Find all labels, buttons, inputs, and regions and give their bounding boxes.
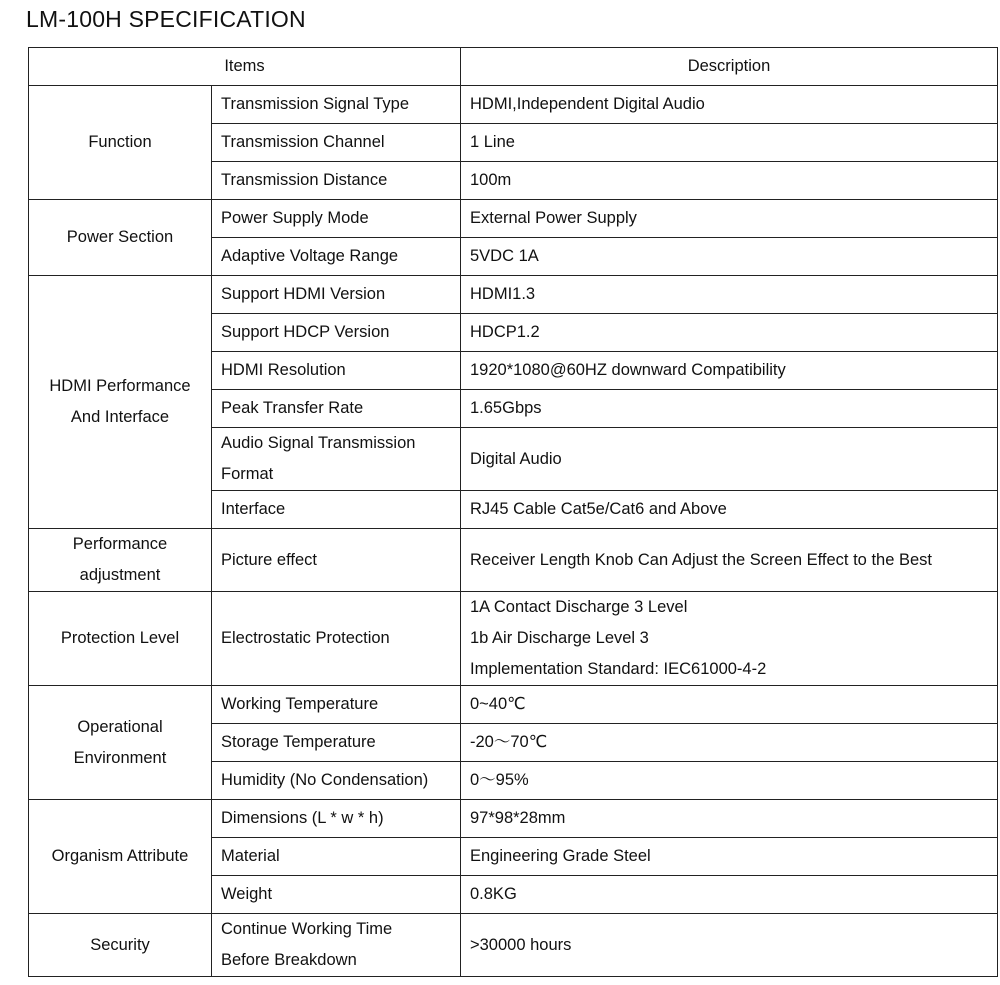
item-label: Power Supply Mode [221, 209, 369, 227]
description-text: 0~40℃ [470, 695, 526, 713]
description-cell [461, 762, 998, 800]
group-label: Security [90, 935, 150, 954]
item-label: Storage Temperature [221, 733, 376, 751]
item-label: Format [221, 465, 274, 483]
item-label: Adaptive Voltage Range [221, 247, 399, 265]
item-cell [212, 592, 461, 686]
item-cell [212, 800, 461, 838]
item-label: Interface [221, 500, 286, 518]
item-label: Before Breakdown [221, 951, 357, 969]
description-text: 1A Contact Discharge 3 Level [470, 598, 688, 616]
group-label: HDMI Performance [49, 377, 191, 395]
table-row [29, 686, 998, 724]
table-row [29, 529, 998, 592]
description-text: Implementation Standard: IEC61000-4-2 [470, 660, 767, 678]
description-text: -20～70℃ [470, 733, 548, 751]
group-label: Power Section [66, 228, 174, 246]
description-cell [461, 529, 998, 592]
group-label: Environment [73, 748, 167, 767]
description-cell [461, 162, 998, 200]
group-cell [29, 800, 212, 914]
item-cell [212, 686, 461, 724]
item-label: Weight [221, 885, 273, 903]
item-label: Continue Working Time [221, 920, 393, 938]
item-cell [212, 529, 461, 592]
item-cell [212, 914, 461, 977]
item-cell [212, 352, 461, 390]
table-row [29, 592, 998, 686]
description-text: Digital Audio [470, 449, 562, 468]
description-text: >30000 hours [470, 935, 572, 954]
description-text: Receiver Length Knob Can Adjust the Screen Effect to the Best [470, 550, 932, 569]
group-label: Function [88, 133, 152, 151]
item-label: Material [221, 847, 280, 865]
description-text: 1920*1080@60HZ downward Compatibility [470, 361, 786, 379]
description-cell [461, 390, 998, 428]
table-header-row [29, 48, 998, 86]
item-label: Humidity (No Condensation) [221, 771, 429, 789]
item-label: Electrostatic Protection [221, 629, 390, 647]
description-text: HDMI,Independent Digital Audio [470, 95, 705, 113]
table-row [29, 800, 998, 838]
item-cell [212, 724, 461, 762]
description-cell [461, 838, 998, 876]
item-cell [212, 876, 461, 914]
table-row [29, 86, 998, 124]
description-cell [461, 314, 998, 352]
description-cell [461, 276, 998, 314]
description-text: 1 Line [470, 133, 515, 151]
group-cell [29, 86, 212, 200]
description-text: External Power Supply [470, 209, 637, 227]
description-text: 5VDC 1A [470, 247, 539, 265]
description-text: HDCP1.2 [470, 323, 540, 341]
item-label: Transmission Signal Type [221, 95, 410, 113]
description-cell [461, 428, 998, 491]
spec-table [28, 47, 998, 977]
table-row [29, 200, 998, 238]
item-cell [212, 200, 461, 238]
group-cell [29, 276, 212, 529]
item-cell [212, 762, 461, 800]
group-label: Performance [72, 535, 168, 553]
description-cell [461, 124, 998, 162]
item-cell [212, 162, 461, 200]
group-cell [29, 686, 212, 800]
group-cell [29, 592, 212, 686]
description-cell [461, 914, 998, 977]
description-cell [461, 876, 998, 914]
item-label: Dimensions (L * w * h) [221, 809, 384, 827]
group-cell [29, 914, 212, 977]
item-label: Peak Transfer Rate [221, 399, 364, 417]
item-cell [212, 390, 461, 428]
description-cell [461, 491, 998, 529]
item-label: Transmission Distance [221, 171, 388, 189]
item-label: Support HDMI Version [221, 285, 386, 303]
item-cell [212, 238, 461, 276]
table-row [29, 914, 998, 977]
group-label: adjustment [79, 566, 161, 584]
item-label: Working Temperature [221, 695, 379, 713]
description-cell [461, 686, 998, 724]
group-label: Organism Attribute [51, 847, 189, 865]
item-cell [212, 86, 461, 124]
description-text: 0～95% [470, 771, 529, 789]
item-label: Support HDCP Version [221, 323, 390, 341]
description-cell [461, 200, 998, 238]
item-cell [212, 124, 461, 162]
item-cell [212, 428, 461, 491]
item-label: HDMI Resolution [221, 361, 346, 379]
item-label: Picture effect [221, 550, 317, 569]
description-text: HDMI1.3 [470, 285, 536, 303]
group-label: Operational [77, 717, 163, 736]
description-text: 100m [470, 171, 512, 189]
description-cell [461, 238, 998, 276]
description-cell [461, 86, 998, 124]
item-cell [212, 276, 461, 314]
item-label: Audio Signal Transmission [221, 434, 416, 452]
description-text: 1.65Gbps [470, 399, 542, 417]
description-text: 0.8KG [470, 885, 517, 903]
item-cell [212, 491, 461, 529]
description-cell [461, 800, 998, 838]
description-text: 97*98*28mm [470, 809, 566, 827]
item-label: Transmission Channel [221, 133, 385, 151]
header-description: Description [461, 48, 998, 86]
page-title: LM-100H SPECIFICATION [26, 6, 306, 32]
item-cell [212, 314, 461, 352]
description-cell [461, 724, 998, 762]
group-cell [29, 529, 212, 592]
table-row [29, 276, 998, 314]
header-items: Items [29, 48, 461, 86]
description-text: RJ45 Cable Cat5e/Cat6 and Above [470, 500, 727, 518]
description-text: 1b Air Discharge Level 3 [470, 629, 649, 647]
group-label: Protection Level [60, 629, 180, 647]
description-cell [461, 592, 998, 686]
description-text: Engineering Grade Steel [470, 847, 651, 865]
group-cell [29, 200, 212, 276]
item-cell [212, 838, 461, 876]
group-label: And Interface [70, 408, 170, 426]
description-cell [461, 352, 998, 390]
